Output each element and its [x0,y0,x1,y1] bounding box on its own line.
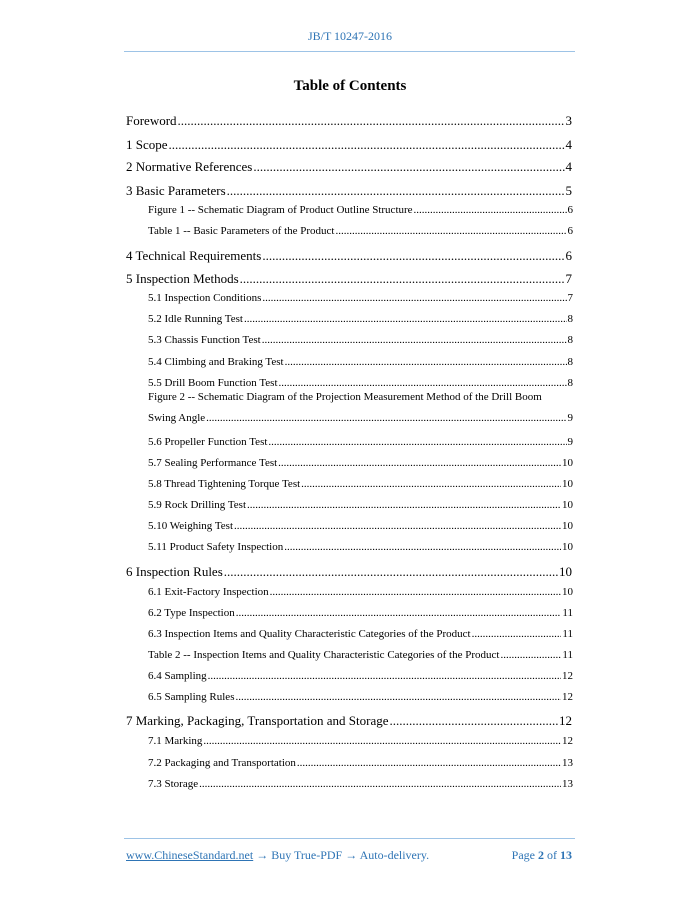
toc-entry-page: 8 [567,377,573,389]
toc-entry[interactable] [148,356,573,368]
toc-entry-page: 10 [562,478,573,490]
toc-entry-page: 12 [562,670,573,682]
toc-dot-leader [279,377,567,389]
toc-dot-leader [414,204,567,216]
toc-entry-page: 7 [567,292,573,304]
toc-entry-page: 6 [565,248,572,263]
toc-entry[interactable] [148,334,573,346]
toc-dot-leader [270,586,561,598]
toc-entry-page: 12 [559,713,572,728]
toc-entry[interactable] [148,670,573,682]
toc-entry[interactable] [148,691,573,703]
toc-entry-page: 4 [565,137,572,152]
header-divider [124,51,575,52]
toc-dot-leader [206,412,566,424]
toc-entry[interactable] [148,607,573,619]
toc-entry-label: 5.4 Climbing and Braking Test [148,356,284,368]
toc-entry-page: 8 [567,313,573,325]
footer-tagline: → Buy True-PDF → Auto-delivery. [253,848,430,862]
toc-dot-leader [234,520,561,532]
toc-entry[interactable] [126,564,572,580]
toc-entry[interactable] [148,778,573,790]
toc-dot-leader [284,541,561,553]
toc-entry-label: 2 Normative References [126,159,253,174]
toc-entry-page: 13 [562,778,573,790]
toc-entry-page: 10 [562,541,573,553]
footer-promo [126,848,429,863]
footer-divider [124,838,575,839]
toc-entry-page: 8 [567,356,573,368]
toc-dot-leader [199,778,561,790]
toc-entry-page: 11 [562,628,573,640]
toc-entry-label: 4 Technical Requirements [126,248,262,263]
toc-dot-leader [235,691,561,703]
toc-entry-label: 5.7 Sealing Performance Test [148,457,278,469]
toc-entry-label: 5.1 Inspection Conditions [148,292,262,304]
page-indicator [512,848,572,863]
toc-dot-leader [244,313,567,325]
toc-entry-label: 7.3 Storage [148,778,199,790]
toc-entry-label: 5.2 Idle Running Test [148,313,243,325]
toc-entry-label: 5 Inspection Methods [126,271,239,286]
toc-entry-label: 5.10 Weighing Test [148,520,234,532]
toc-entry[interactable] [148,735,573,747]
toc-entry-label: 6.2 Type Inspection [148,607,235,619]
toc-entry[interactable] [148,457,573,469]
page-of: of [547,848,557,862]
toc-entry-label: 5.6 Propeller Function Test [148,436,268,448]
toc-entry-label: 5.8 Thread Tightening Torque Test [148,478,301,490]
toc-entry-label: 5.11 Product Safety Inspection [148,541,284,553]
toc-entry-page: 11 [562,649,573,661]
toc-entry-label-line1: Figure 2 -- Schematic Diagram of the Projection Measurement Method of the Drill Boom [148,391,542,403]
toc-dot-leader [253,159,564,175]
toc-dot-leader [262,292,566,304]
page-title: Table of Contents [293,78,407,94]
toc-entry-label: 7 Marking, Packaging, Transportation and Storage [126,713,389,728]
toc-entry[interactable] [126,159,572,175]
page-prefix: Page [511,848,535,862]
toc-entry-label: 5.5 Drill Boom Function Test [148,377,278,389]
toc-entry-label: 6 Inspection Rules [126,564,223,579]
toc-dot-leader [262,248,564,264]
toc-entry-page: 10 [562,586,573,598]
toc-dot-leader [227,183,565,199]
toc-entry-label: Table 2 -- Inspection Items and Quality Characteristic Categories of the Product [148,649,500,661]
toc-entry-label: 6.5 Sampling Rules [148,691,235,703]
toc-entry[interactable] [148,541,573,553]
toc-entry-label: 5.3 Chassis Function Test [148,334,261,346]
toc-entry-label: Table 1 -- Basic Parameters of the Product [148,225,335,237]
toc-entry[interactable] [148,292,573,304]
toc-entry-page: 12 [562,735,573,747]
toc-entry-page: 6 [567,225,573,237]
toc-entry[interactable] [148,478,573,490]
toc-dot-leader [240,271,565,287]
toc-dot-leader [236,607,562,619]
toc-entry-page: 8 [567,334,573,346]
toc-entry-page: 12 [562,691,573,703]
toc-entry-label: 5.9 Rock Drilling Test [148,499,247,511]
toc-entry-label: 7.2 Packaging and Transportation [148,757,296,769]
toc-dot-leader [335,225,566,237]
toc-dot-leader [390,713,559,729]
toc-dot-leader [247,499,561,511]
toc-entry-page: 3 [565,113,572,128]
toc-entry-page: 7 [565,271,572,286]
toc-dot-leader [169,137,565,153]
page-header: JB/T 10247-2016 [307,29,393,43]
toc-dot-leader [472,628,562,640]
toc-entry-page: 9 [567,436,573,448]
toc-dot-leader [203,735,561,747]
toc-dot-leader [297,757,561,769]
toc-entry[interactable] [148,436,573,448]
toc-entry-label: Foreword [126,113,177,128]
toc-entry[interactable] [148,649,573,661]
toc-dot-leader [268,436,566,448]
toc-entry[interactable] [148,313,573,325]
toc-entry-page: 5 [565,183,572,198]
toc-entry-label: 3 Basic Parameters [126,183,226,198]
toc-entry[interactable] [126,248,572,264]
toc-entry[interactable] [148,520,573,532]
toc-entry-page: 6 [567,204,573,216]
toc-dot-leader [178,113,565,129]
toc-entry[interactable] [126,113,572,129]
toc-entry-label: Figure 1 -- Schematic Diagram of Product Outline Structure [148,204,413,216]
toc-entry[interactable] [148,412,573,424]
toc-entry[interactable] [148,586,573,598]
toc-entry-label: 6.4 Sampling [148,670,207,682]
toc-dot-leader [208,670,561,682]
toc-entry-label: 1 Scope [126,137,168,152]
toc-entry-page: 10 [562,457,573,469]
toc-entry[interactable] [148,225,573,237]
toc-entry-page: 11 [562,607,573,619]
toc-dot-leader [285,356,567,368]
website-link[interactable]: www.ChineseStandard.net [126,848,254,862]
toc-dot-leader [278,457,561,469]
toc-dot-leader [262,334,567,346]
toc-entry[interactable] [126,271,572,287]
toc-entry[interactable] [126,183,572,199]
toc-entry-label: 6.1 Exit-Factory Inspection [148,586,269,598]
page-footer [126,848,572,863]
toc-entry[interactable] [126,137,572,153]
toc-entry-label: 6.3 Inspection Items and Quality Characteristic Categories of the Product [148,628,471,640]
toc-entry-page: 10 [559,564,572,579]
toc-entry[interactable] [148,204,573,216]
toc-entry[interactable] [148,757,573,769]
toc-dot-leader [224,564,558,580]
toc-entry-label: 7.1 Marking [148,735,203,747]
page-current: 2 [538,848,544,862]
toc-entry-label: Swing Angle [148,412,206,424]
toc-entry[interactable] [126,713,572,729]
toc-entry-page: 10 [562,520,573,532]
page-total: 13 [560,848,572,862]
toc-entry-page: 4 [565,159,572,174]
toc-entry-page: 13 [562,757,573,769]
toc-entry-page: 10 [562,499,573,511]
toc-entry[interactable] [148,628,573,640]
toc-entry-page: 9 [567,412,573,424]
toc-dot-leader [301,478,561,490]
toc-dot-leader [500,649,561,661]
toc-entry[interactable] [148,377,573,389]
toc-entry[interactable] [148,499,573,511]
